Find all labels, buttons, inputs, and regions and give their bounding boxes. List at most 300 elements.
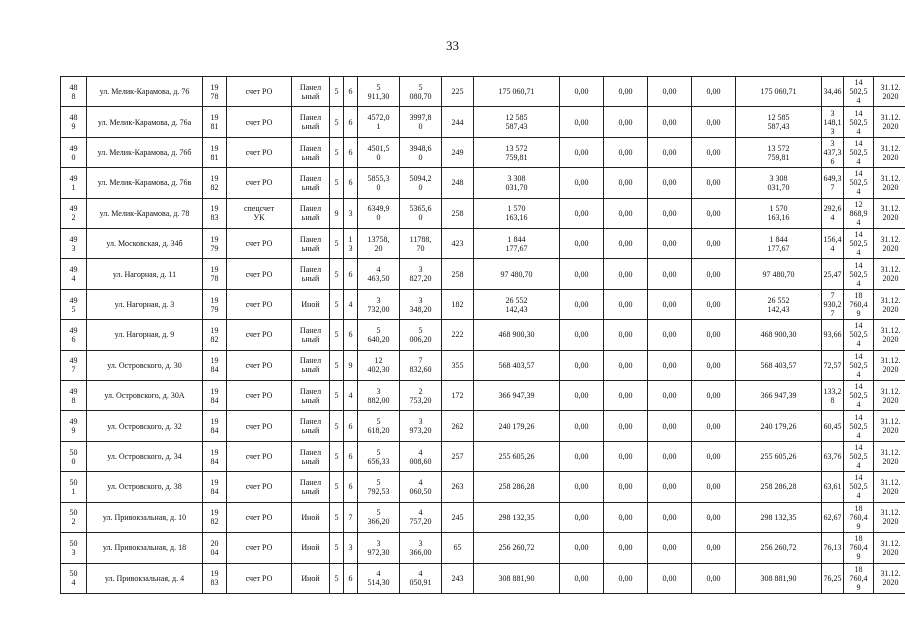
cell-total-area: 4572,0 1 bbox=[358, 107, 400, 137]
cell-living-area: 3948,6 0 bbox=[400, 137, 442, 167]
cell-residents: 263 bbox=[442, 472, 474, 502]
cell-floors: 5 bbox=[330, 259, 344, 289]
cell-total-area: 5 911,30 bbox=[358, 77, 400, 107]
cell-row-number: 50 4 bbox=[61, 563, 87, 594]
cell-cost-owners: 1 570 163,16 bbox=[736, 198, 822, 228]
cell-cost-owners: 3 308 031,70 bbox=[736, 168, 822, 198]
cell-cost-local: 0,00 bbox=[648, 229, 692, 259]
cell-cost-regional: 0,00 bbox=[604, 198, 648, 228]
table-row bbox=[61, 320, 905, 350]
cell-residents: 172 bbox=[442, 381, 474, 411]
cell-cost-federal: 0,00 bbox=[560, 259, 604, 289]
table-row bbox=[61, 137, 905, 167]
cell-total-area: 4 514,30 bbox=[358, 563, 400, 594]
cell-completion-date: 31.12. 2020 bbox=[874, 350, 905, 380]
cell-wall-material: Иной bbox=[292, 502, 330, 532]
cell-year-built: 19 84 bbox=[203, 472, 227, 502]
cell-cost-per-m2: 93,66 bbox=[822, 320, 844, 350]
cell-cost-regional: 0,00 bbox=[604, 77, 648, 107]
cell-cost-other: 0,00 bbox=[692, 229, 736, 259]
cell-cost-per-m2: 63,76 bbox=[822, 441, 844, 471]
table-row bbox=[61, 229, 905, 259]
cell-cost-regional: 0,00 bbox=[604, 137, 648, 167]
cell-cost-other: 0,00 bbox=[692, 198, 736, 228]
cell-cost-per-m2: 156,4 4 bbox=[822, 229, 844, 259]
cell-cost-local: 0,00 bbox=[648, 77, 692, 107]
cell-total-area: 12 402,30 bbox=[358, 350, 400, 380]
cell-wall-material: Панел ьный bbox=[292, 381, 330, 411]
cell-address: ул. Нагорная, д. 9 bbox=[87, 320, 203, 350]
cell-total-area: 5 618,20 bbox=[358, 411, 400, 441]
cell-living-area: 4 008,60 bbox=[400, 441, 442, 471]
cell-cost-owners: 26 552 142,43 bbox=[736, 289, 822, 319]
cell-fund-account: счет РО bbox=[227, 563, 292, 594]
cell-fund-account: спецсчет УК bbox=[227, 198, 292, 228]
cell-limit-cost-per-m2: 18 760,4 9 bbox=[844, 563, 874, 594]
cell-cost-regional: 0,00 bbox=[604, 441, 648, 471]
table-row bbox=[61, 259, 905, 289]
cell-wall-material: Панел ьный bbox=[292, 259, 330, 289]
cell-living-area: 4 757,20 bbox=[400, 502, 442, 532]
cell-cost-owners: 468 900,30 bbox=[736, 320, 822, 350]
cell-address: ул. Островского, д. 38 bbox=[87, 472, 203, 502]
table-row bbox=[61, 168, 905, 198]
cell-limit-cost-per-m2: 14 502,5 4 bbox=[844, 229, 874, 259]
cell-cost-local: 0,00 bbox=[648, 259, 692, 289]
cell-residents: 222 bbox=[442, 320, 474, 350]
cell-total-cost: 255 605,26 bbox=[474, 441, 560, 471]
cell-cost-local: 0,00 bbox=[648, 563, 692, 594]
cell-residents: 244 bbox=[442, 107, 474, 137]
cell-completion-date: 31.12. 2020 bbox=[874, 441, 905, 471]
cell-address: ул. Мелик-Карамова, д. 76 bbox=[87, 77, 203, 107]
cell-limit-cost-per-m2: 14 502,5 4 bbox=[844, 320, 874, 350]
cell-year-built: 19 84 bbox=[203, 441, 227, 471]
cell-entrances: 4 bbox=[344, 289, 358, 319]
cell-cost-owners: 1 844 177,67 bbox=[736, 229, 822, 259]
cell-cost-other: 0,00 bbox=[692, 137, 736, 167]
cell-floors: 5 bbox=[330, 381, 344, 411]
cell-cost-federal: 0,00 bbox=[560, 381, 604, 411]
cell-completion-date: 31.12. 2020 bbox=[874, 137, 905, 167]
cell-address: ул. Московская, д. 34б bbox=[87, 229, 203, 259]
table-row bbox=[61, 350, 905, 380]
cell-entrances: 3 bbox=[344, 198, 358, 228]
cell-residents: 258 bbox=[442, 198, 474, 228]
cell-address: ул. Привокзальная, д. 4 bbox=[87, 563, 203, 594]
cell-fund-account: счет РО bbox=[227, 533, 292, 563]
cell-wall-material: Панел ьный bbox=[292, 107, 330, 137]
cell-cost-per-m2: 63,61 bbox=[822, 472, 844, 502]
cell-cost-federal: 0,00 bbox=[560, 198, 604, 228]
cell-cost-regional: 0,00 bbox=[604, 289, 648, 319]
cell-cost-local: 0,00 bbox=[648, 350, 692, 380]
cell-residents: 249 bbox=[442, 137, 474, 167]
cell-limit-cost-per-m2: 12 868,9 4 bbox=[844, 198, 874, 228]
cell-address: ул. Мелик-Карамова, д. 76в bbox=[87, 168, 203, 198]
cell-entrances: 6 bbox=[344, 320, 358, 350]
cell-limit-cost-per-m2: 18 760,4 9 bbox=[844, 533, 874, 563]
table-row bbox=[61, 502, 905, 532]
cell-floors: 5 bbox=[330, 137, 344, 167]
cell-total-cost: 258 286,28 bbox=[474, 472, 560, 502]
cell-floors: 5 bbox=[330, 229, 344, 259]
cell-living-area: 5 080,70 bbox=[400, 77, 442, 107]
cell-entrances: 9 bbox=[344, 350, 358, 380]
cell-fund-account: счет РО bbox=[227, 441, 292, 471]
cell-entrances: 6 bbox=[344, 563, 358, 594]
cell-address: ул. Островского, д. 34 bbox=[87, 441, 203, 471]
cell-row-number: 49 9 bbox=[61, 411, 87, 441]
cell-row-number: 49 6 bbox=[61, 320, 87, 350]
cell-total-area: 4501,5 0 bbox=[358, 137, 400, 167]
cell-cost-federal: 0,00 bbox=[560, 411, 604, 441]
cell-total-area: 5 792,53 bbox=[358, 472, 400, 502]
cell-floors: 5 bbox=[330, 320, 344, 350]
cell-total-area: 13758, 20 bbox=[358, 229, 400, 259]
cell-total-cost: 1 570 163,16 bbox=[474, 198, 560, 228]
cell-limit-cost-per-m2: 14 502,5 4 bbox=[844, 350, 874, 380]
cell-cost-other: 0,00 bbox=[692, 441, 736, 471]
cell-completion-date: 31.12. 2020 bbox=[874, 289, 905, 319]
cell-cost-regional: 0,00 bbox=[604, 472, 648, 502]
cell-residents: 248 bbox=[442, 168, 474, 198]
cell-living-area: 3 973,20 bbox=[400, 411, 442, 441]
cell-residents: 257 bbox=[442, 441, 474, 471]
cell-cost-other: 0,00 bbox=[692, 289, 736, 319]
table-row bbox=[61, 77, 905, 107]
cell-cost-per-m2: 292,6 4 bbox=[822, 198, 844, 228]
cell-completion-date: 31.12. 2020 bbox=[874, 533, 905, 563]
cell-cost-local: 0,00 bbox=[648, 533, 692, 563]
table-row bbox=[61, 411, 905, 441]
cell-row-number: 49 7 bbox=[61, 350, 87, 380]
cell-cost-other: 0,00 bbox=[692, 411, 736, 441]
cell-living-area: 3 366,00 bbox=[400, 533, 442, 563]
cell-cost-federal: 0,00 bbox=[560, 563, 604, 594]
cell-limit-cost-per-m2: 14 502,5 4 bbox=[844, 411, 874, 441]
cell-year-built: 19 84 bbox=[203, 411, 227, 441]
cell-address: ул. Нагорная, д. 3 bbox=[87, 289, 203, 319]
cell-cost-other: 0,00 bbox=[692, 77, 736, 107]
cell-wall-material: Панел ьный bbox=[292, 77, 330, 107]
cell-cost-per-m2: 133,2 8 bbox=[822, 381, 844, 411]
cell-address: ул. Привокзальная, д. 10 bbox=[87, 502, 203, 532]
cell-year-built: 19 78 bbox=[203, 259, 227, 289]
cell-total-cost: 3 308 031,70 bbox=[474, 168, 560, 198]
cell-cost-owners: 240 179,26 bbox=[736, 411, 822, 441]
cell-entrances: 6 bbox=[344, 411, 358, 441]
cell-cost-per-m2: 34,46 bbox=[822, 77, 844, 107]
cell-cost-regional: 0,00 bbox=[604, 168, 648, 198]
cell-year-built: 19 82 bbox=[203, 320, 227, 350]
cell-wall-material: Панел ьный bbox=[292, 168, 330, 198]
cell-address: ул. Мелик-Карамова, д. 76а bbox=[87, 107, 203, 137]
cell-total-cost: 175 060,71 bbox=[474, 77, 560, 107]
cell-completion-date: 31.12. 2020 bbox=[874, 472, 905, 502]
cell-total-area: 6349,9 0 bbox=[358, 198, 400, 228]
cell-total-area: 4 463,50 bbox=[358, 259, 400, 289]
cell-cost-local: 0,00 bbox=[648, 320, 692, 350]
cell-row-number: 50 3 bbox=[61, 533, 87, 563]
cell-cost-owners: 366 947,39 bbox=[736, 381, 822, 411]
cell-limit-cost-per-m2: 14 502,5 4 bbox=[844, 259, 874, 289]
cell-cost-other: 0,00 bbox=[692, 502, 736, 532]
cell-residents: 262 bbox=[442, 411, 474, 441]
cell-cost-regional: 0,00 bbox=[604, 502, 648, 532]
cell-year-built: 19 84 bbox=[203, 381, 227, 411]
cell-cost-federal: 0,00 bbox=[560, 320, 604, 350]
cell-address: ул. Мелик-Карамова, д. 76б bbox=[87, 137, 203, 167]
cell-fund-account: счет РО bbox=[227, 289, 292, 319]
cell-residents: 65 bbox=[442, 533, 474, 563]
cell-entrances: 4 bbox=[344, 381, 358, 411]
cell-cost-other: 0,00 bbox=[692, 168, 736, 198]
cell-cost-federal: 0,00 bbox=[560, 533, 604, 563]
cell-cost-federal: 0,00 bbox=[560, 77, 604, 107]
cell-cost-regional: 0,00 bbox=[604, 411, 648, 441]
cell-cost-per-m2: 76,25 bbox=[822, 563, 844, 594]
cell-completion-date: 31.12. 2020 bbox=[874, 229, 905, 259]
housing-register-table bbox=[60, 76, 905, 594]
cell-cost-federal: 0,00 bbox=[560, 441, 604, 471]
cell-residents: 245 bbox=[442, 502, 474, 532]
cell-entrances: 6 bbox=[344, 259, 358, 289]
cell-cost-regional: 0,00 bbox=[604, 381, 648, 411]
cell-floors: 5 bbox=[330, 168, 344, 198]
table-row bbox=[61, 563, 905, 594]
cell-total-area: 5 656,33 bbox=[358, 441, 400, 471]
cell-total-cost: 13 572 759,81 bbox=[474, 137, 560, 167]
cell-total-area: 3 972,30 bbox=[358, 533, 400, 563]
cell-address: ул. Островского, д. 32 bbox=[87, 411, 203, 441]
cell-total-area: 3 732,00 bbox=[358, 289, 400, 319]
cell-cost-regional: 0,00 bbox=[604, 259, 648, 289]
cell-floors: 5 bbox=[330, 441, 344, 471]
cell-fund-account: счет РО bbox=[227, 502, 292, 532]
cell-wall-material: Панел ьный bbox=[292, 441, 330, 471]
cell-entrances: 6 bbox=[344, 472, 358, 502]
cell-floors: 5 bbox=[330, 77, 344, 107]
cell-living-area: 3 827,20 bbox=[400, 259, 442, 289]
cell-limit-cost-per-m2: 18 760,4 9 bbox=[844, 289, 874, 319]
cell-limit-cost-per-m2: 18 760,4 9 bbox=[844, 502, 874, 532]
cell-wall-material: Иной bbox=[292, 563, 330, 594]
cell-completion-date: 31.12. 2020 bbox=[874, 198, 905, 228]
cell-living-area: 4 050,91 bbox=[400, 563, 442, 594]
cell-cost-owners: 258 286,28 bbox=[736, 472, 822, 502]
cell-entrances: 7 bbox=[344, 502, 358, 532]
cell-wall-material: Панел ьный bbox=[292, 411, 330, 441]
cell-year-built: 19 84 bbox=[203, 350, 227, 380]
cell-total-cost: 568 403,57 bbox=[474, 350, 560, 380]
table-row bbox=[61, 441, 905, 471]
cell-address: ул. Островского, д. 30 bbox=[87, 350, 203, 380]
cell-floors: 5 bbox=[330, 563, 344, 594]
cell-fund-account: счет РО bbox=[227, 229, 292, 259]
cell-residents: 423 bbox=[442, 229, 474, 259]
cell-living-area: 7 832,60 bbox=[400, 350, 442, 380]
cell-cost-owners: 175 060,71 bbox=[736, 77, 822, 107]
cell-cost-local: 0,00 bbox=[648, 472, 692, 502]
cell-cost-other: 0,00 bbox=[692, 107, 736, 137]
cell-total-area: 5 366,20 bbox=[358, 502, 400, 532]
cell-cost-other: 0,00 bbox=[692, 381, 736, 411]
cell-total-cost: 12 585 587,43 bbox=[474, 107, 560, 137]
cell-address: ул. Островского, д. 30А bbox=[87, 381, 203, 411]
cell-cost-per-m2: 62,67 bbox=[822, 502, 844, 532]
table-row bbox=[61, 472, 905, 502]
cell-cost-per-m2: 25,47 bbox=[822, 259, 844, 289]
cell-cost-per-m2: 3 148,1 3 bbox=[823, 108, 842, 136]
cell-year-built: 19 82 bbox=[203, 168, 227, 198]
cell-row-number: 49 5 bbox=[61, 289, 87, 319]
cell-residents: 225 bbox=[442, 77, 474, 107]
cell-cost-other: 0,00 bbox=[692, 259, 736, 289]
cell-fund-account: счет РО bbox=[227, 168, 292, 198]
cell-cost-federal: 0,00 bbox=[560, 350, 604, 380]
cell-row-number: 49 0 bbox=[61, 137, 87, 167]
cell-fund-account: счет РО bbox=[227, 320, 292, 350]
cell-limit-cost-per-m2: 14 502,5 4 bbox=[844, 137, 874, 167]
cell-floors: 5 bbox=[330, 289, 344, 319]
cell-cost-owners: 13 572 759,81 bbox=[736, 137, 822, 167]
cell-address: ул. Нагорная, д. 11 bbox=[87, 259, 203, 289]
cell-total-area: 5855,3 0 bbox=[358, 168, 400, 198]
cell-living-area: 3997,8 0 bbox=[400, 107, 442, 137]
cell-wall-material: Панел ьный bbox=[292, 137, 330, 167]
cell-cost-owners: 308 881,90 bbox=[736, 563, 822, 594]
cell-completion-date: 31.12. 2020 bbox=[874, 502, 905, 532]
cell-completion-date: 31.12. 2020 bbox=[874, 411, 905, 441]
cell-cost-regional: 0,00 bbox=[604, 229, 648, 259]
cell-residents: 243 bbox=[442, 563, 474, 594]
cell-wall-material: Панел ьный bbox=[292, 320, 330, 350]
cell-living-area: 4 060,50 bbox=[400, 472, 442, 502]
cell-residents: 355 bbox=[442, 350, 474, 380]
cell-total-area: 3 882,00 bbox=[358, 381, 400, 411]
cell-cost-owners: 97 480,70 bbox=[736, 259, 822, 289]
cell-entrances: 6 bbox=[344, 168, 358, 198]
cell-cost-owners: 255 605,26 bbox=[736, 441, 822, 471]
cell-cost-local: 0,00 bbox=[648, 107, 692, 137]
cell-address: ул. Привокзальная, д. 18 bbox=[87, 533, 203, 563]
cell-fund-account: счет РО bbox=[227, 472, 292, 502]
cell-total-cost: 298 132,35 bbox=[474, 502, 560, 532]
cell-total-cost: 1 844 177,67 bbox=[474, 229, 560, 259]
cell-row-number: 50 0 bbox=[61, 441, 87, 471]
cell-entrances: 3 bbox=[344, 533, 358, 563]
cell-cost-per-m2: 76,13 bbox=[822, 533, 844, 563]
cell-cost-federal: 0,00 bbox=[560, 137, 604, 167]
cell-cost-regional: 0,00 bbox=[604, 533, 648, 563]
table-row bbox=[61, 381, 905, 411]
cell-entrances: 6 bbox=[344, 137, 358, 167]
cell-cost-other: 0,00 bbox=[692, 472, 736, 502]
cell-wall-material: Панел ьный bbox=[292, 350, 330, 380]
cell-floors: 5 bbox=[330, 533, 344, 563]
cell-row-number: 49 3 bbox=[61, 229, 87, 259]
cell-completion-date: 31.12. 2020 bbox=[874, 563, 905, 594]
cell-row-number: 49 1 bbox=[61, 168, 87, 198]
cell-entrances: 6 bbox=[344, 77, 358, 107]
cell-fund-account: счет РО bbox=[227, 411, 292, 441]
cell-cost-per-m2: 7 930,2 7 bbox=[823, 291, 842, 319]
cell-entrances: 6 bbox=[344, 107, 358, 137]
cell-limit-cost-per-m2: 14 502,5 4 bbox=[844, 381, 874, 411]
cell-year-built: 19 81 bbox=[203, 107, 227, 137]
table-row bbox=[61, 533, 905, 563]
cell-cost-federal: 0,00 bbox=[560, 289, 604, 319]
cell-cost-federal: 0,00 bbox=[560, 107, 604, 137]
cell-wall-material: Панел ьный bbox=[292, 229, 330, 259]
cell-cost-owners: 12 585 587,43 bbox=[736, 107, 822, 137]
cell-fund-account: счет РО bbox=[227, 137, 292, 167]
cell-fund-account: счет РО bbox=[227, 381, 292, 411]
cell-limit-cost-per-m2: 14 502,5 4 bbox=[844, 168, 874, 198]
cell-fund-account: счет РО bbox=[227, 107, 292, 137]
cell-completion-date: 31.12. 2020 bbox=[874, 77, 905, 107]
table-row bbox=[61, 198, 905, 228]
cell-row-number: 48 9 bbox=[61, 107, 87, 137]
cell-year-built: 19 78 bbox=[203, 77, 227, 107]
cell-floors: 5 bbox=[330, 107, 344, 137]
cell-cost-local: 0,00 bbox=[648, 381, 692, 411]
cell-total-cost: 97 480,70 bbox=[474, 259, 560, 289]
cell-cost-local: 0,00 bbox=[648, 198, 692, 228]
cell-living-area: 3 348,20 bbox=[400, 289, 442, 319]
cell-completion-date: 31.12. 2020 bbox=[874, 320, 905, 350]
cell-wall-material: Панел ьный bbox=[292, 198, 330, 228]
cell-cost-local: 0,00 bbox=[648, 411, 692, 441]
cell-limit-cost-per-m2: 14 502,5 4 bbox=[844, 441, 874, 471]
cell-cost-other: 0,00 bbox=[692, 563, 736, 594]
cell-row-number: 49 8 bbox=[61, 381, 87, 411]
cell-living-area: 5 006,20 bbox=[400, 320, 442, 350]
cell-limit-cost-per-m2: 14 502,5 4 bbox=[844, 472, 874, 502]
cell-cost-local: 0,00 bbox=[648, 168, 692, 198]
cell-total-cost: 308 881,90 bbox=[474, 563, 560, 594]
cell-address: ул. Мелик-Карамова, д. 78 bbox=[87, 198, 203, 228]
cell-cost-other: 0,00 bbox=[692, 350, 736, 380]
cell-total-cost: 256 260,72 bbox=[474, 533, 560, 563]
cell-entrances: 1 3 bbox=[344, 229, 358, 259]
cell-cost-local: 0,00 bbox=[648, 137, 692, 167]
cell-cost-regional: 0,00 bbox=[604, 563, 648, 594]
cell-living-area: 11788, 70 bbox=[400, 229, 442, 259]
table-row bbox=[61, 107, 905, 137]
cell-cost-federal: 0,00 bbox=[560, 472, 604, 502]
cell-living-area: 5365,6 0 bbox=[400, 198, 442, 228]
cell-wall-material: Иной bbox=[292, 289, 330, 319]
cell-cost-local: 0,00 bbox=[648, 289, 692, 319]
cell-floors: 5 bbox=[330, 502, 344, 532]
cell-cost-local: 0,00 bbox=[648, 441, 692, 471]
cell-cost-other: 0,00 bbox=[692, 320, 736, 350]
cell-year-built: 19 82 bbox=[203, 502, 227, 532]
cell-year-built: 19 83 bbox=[203, 198, 227, 228]
cell-completion-date: 31.12. 2020 bbox=[874, 168, 905, 198]
cell-residents: 182 bbox=[442, 289, 474, 319]
cell-year-built: 19 81 bbox=[203, 137, 227, 167]
cell-cost-owners: 568 403,57 bbox=[736, 350, 822, 380]
cell-cost-local: 0,00 bbox=[648, 502, 692, 532]
cell-year-built: 20 04 bbox=[203, 533, 227, 563]
cell-entrances: 6 bbox=[344, 441, 358, 471]
cell-cost-regional: 0,00 bbox=[604, 350, 648, 380]
cell-completion-date: 31.12. 2020 bbox=[874, 259, 905, 289]
cell-cost-per-m2: 3 437,3 6 bbox=[823, 139, 842, 167]
